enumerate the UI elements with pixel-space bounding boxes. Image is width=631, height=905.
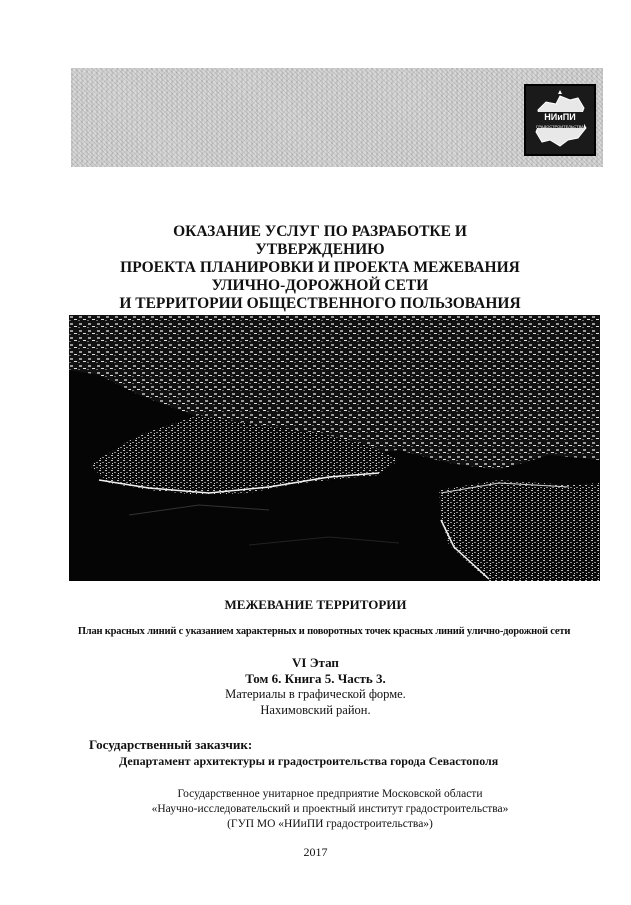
title-line: ОКАЗАНИЕ УСЛУГ ПО РАЗРАБОТКЕ И УТВЕРЖДЕНИЮ	[173, 223, 467, 258]
title-line: УЛИЧНО-ДОРОЖНОЙ СЕТИ	[211, 277, 429, 294]
title-line: И ТЕРРИТОРИИ ОБЩЕСТВЕННОГО ПОЛЬЗОВАНИЯ	[119, 295, 521, 312]
institute-logo	[524, 84, 596, 156]
logo-subtext: ГРАДОСТРОИТЕЛЬСТВА	[536, 124, 584, 129]
aerial-city-photo	[69, 315, 600, 581]
year-label: 2017	[303, 845, 328, 859]
organization-block	[130, 787, 530, 832]
volume-label: Том 6. Книга 5. Часть 3.	[245, 671, 386, 686]
document-subtitle: План красных линий с указанием характерных и поворотных точек красных линий улично-дорожной сети	[77, 626, 571, 637]
organization-line: (ГУП МО «НИиПИ градостроительства»)	[227, 818, 433, 830]
organization-line: «Научно-исследовательский и проектный институт градостроительства»	[151, 803, 509, 815]
title-line: ПРОЕКТА ПЛАНИРОВКИ И ПРОЕКТА МЕЖЕВАНИЯ	[120, 259, 520, 276]
logo-text: НИиПИ	[544, 112, 576, 122]
customer-label: Государственный заказчик:	[89, 737, 253, 752]
section-title: МЕЖЕВАНИЕ ТЕРРИТОРИИ	[224, 597, 407, 612]
district-label: Нахимовский район.	[260, 703, 371, 717]
stage-label: VI Этап	[292, 655, 339, 670]
materials-label: Материалы в графической форме.	[225, 687, 406, 701]
organization-line: Государственное унитарное предприятие Московской области	[177, 788, 483, 800]
document-title	[110, 223, 530, 313]
customer-name: Департамент архитектуры и градостроительства города Севастополя	[119, 754, 499, 768]
